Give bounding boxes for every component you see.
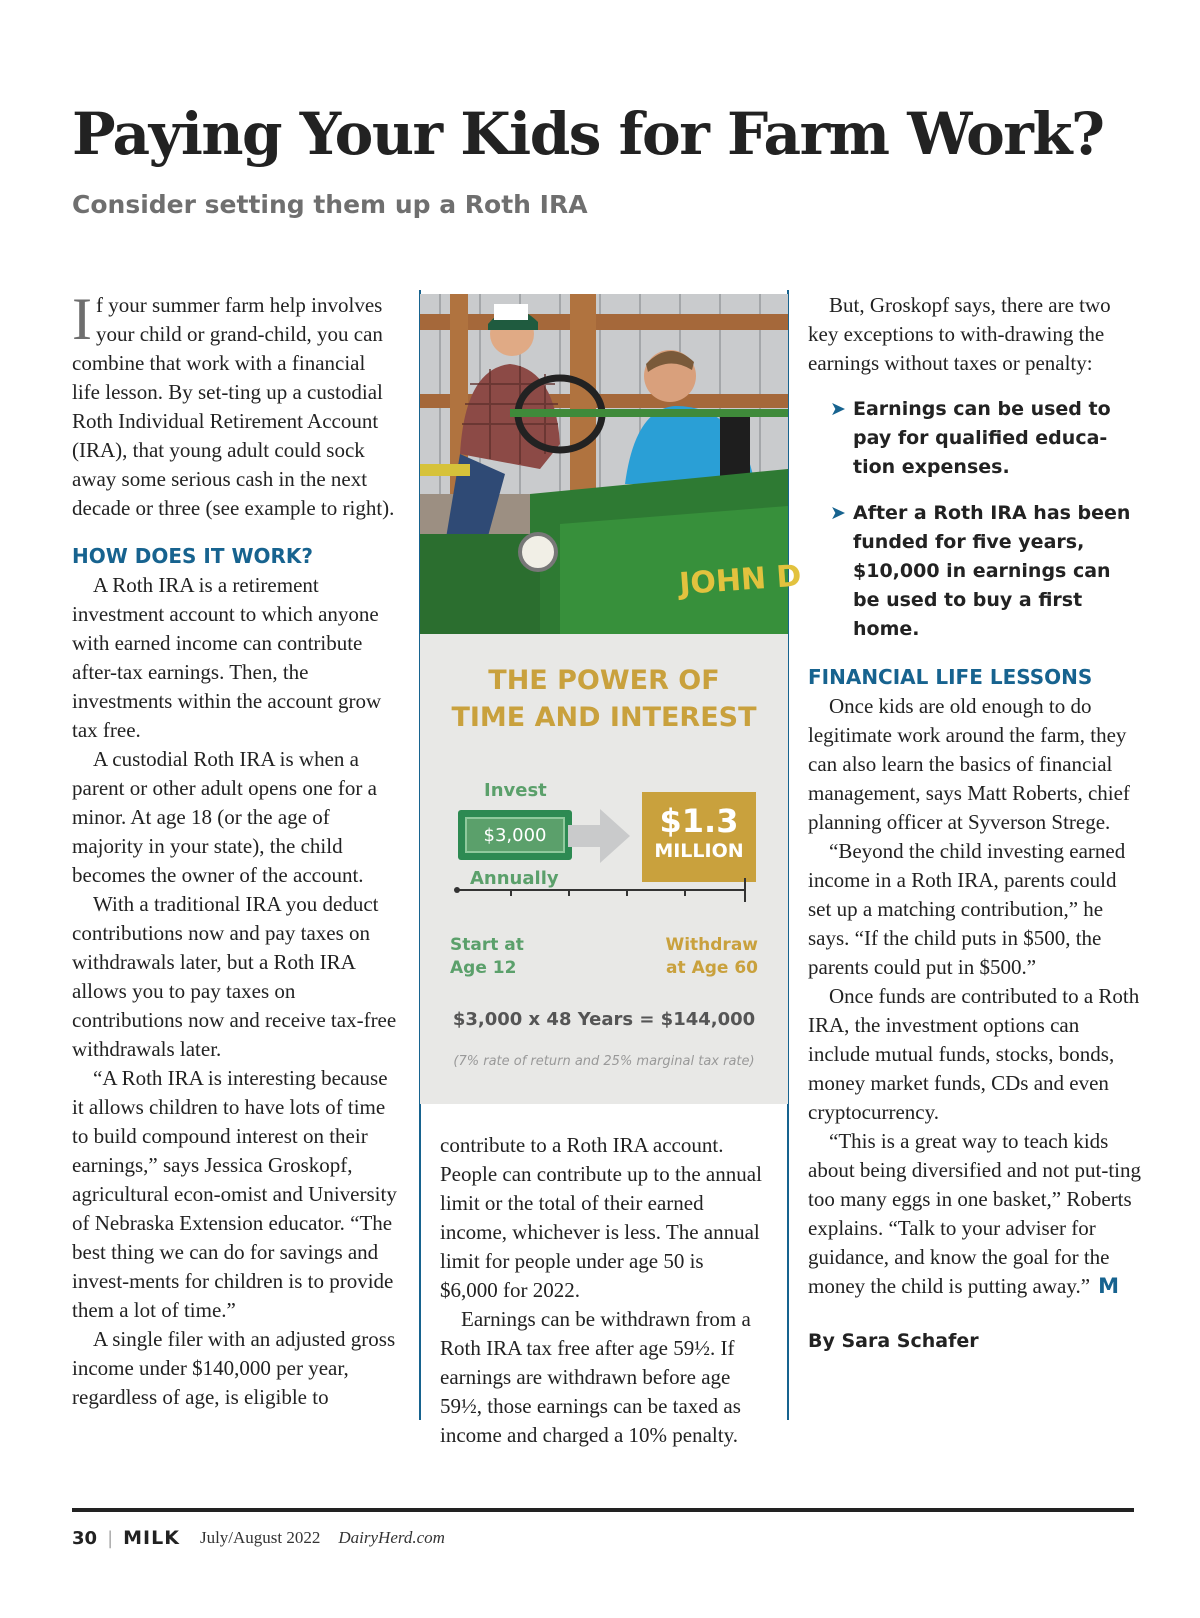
equation-text: $3,000 x 48 Years = $144,000 xyxy=(452,1009,756,1030)
infographic-title xyxy=(420,662,788,736)
end-mark-logo: M xyxy=(1098,1274,1119,1298)
list-item xyxy=(808,395,1143,482)
footer-separator: | xyxy=(107,1527,114,1549)
withdraw-line1: Withdraw xyxy=(665,935,758,955)
arrow-right-icon xyxy=(568,809,634,863)
result-amount: $1.3 xyxy=(659,802,739,840)
invest-label: Invest xyxy=(484,780,547,801)
chevron-right-icon: ➤ xyxy=(830,398,846,420)
heading-how-does-it-work: HOW DOES IT WORK? xyxy=(72,544,314,568)
paragraph xyxy=(808,1127,1143,1301)
drop-cap: I xyxy=(72,286,92,352)
paragraph: contribute to a Roth IRA account. People can contribute up to the annual limit or the total of their earned income, whichever is less. The annual limit for people under age 50 is $6,000 for 2022. xyxy=(440,1133,762,1302)
paragraph: “Beyond the child investing earned income in a Roth IRA, parents could set up a matching contribution,” he says. “If the child puts in $500, the parents could put in $500.” xyxy=(808,839,1126,979)
column-right xyxy=(808,291,1143,1356)
bullet-text: Earnings can be used to pay for qualified educa-tion expenses. xyxy=(853,398,1111,478)
result-box xyxy=(642,792,756,882)
infographic-title-line1: THE POWER OF xyxy=(488,665,720,696)
chevron-right-icon: ➤ xyxy=(830,502,846,524)
list-item xyxy=(808,499,1143,644)
tractor-brand-text: JOHN D xyxy=(678,558,803,602)
start-age-label xyxy=(450,934,524,980)
byline: By Sara Schafer xyxy=(808,1330,979,1352)
heading-financial-life-lessons: FINANCIAL LIFE LESSONS xyxy=(808,665,1093,689)
money-bill-icon xyxy=(458,810,572,860)
tractor-photo-illustration xyxy=(420,294,803,634)
result-unit: MILLION xyxy=(654,840,744,862)
issue-date: July/August 2022 xyxy=(199,1528,321,1547)
start-line1: Start at xyxy=(450,935,524,955)
page-footer xyxy=(72,1527,445,1549)
withdraw-line2: at Age 60 xyxy=(666,958,758,978)
page-number: 30 xyxy=(72,1527,98,1549)
column-left xyxy=(72,286,397,1412)
exceptions-list xyxy=(808,395,1143,644)
start-line2: Age 12 xyxy=(450,958,517,978)
paragraph: Earnings can be withdrawn from a Roth IRA tax free after age 59½. If earnings are withdrawn before age 59½, those earnings can be taxed as income and charged a 10% penalty. xyxy=(440,1307,751,1447)
infographic-title-line2: TIME AND INTEREST xyxy=(451,702,757,733)
website-link[interactable]: DairyHerd.com xyxy=(338,1528,445,1547)
article-title: Paying Your Kids for Farm Work? xyxy=(72,100,1104,168)
closing-text: “This is a great way to teach kids about being diversified and not put-ting too many eggs in one basket,” Roberts explains. “Talk to your adviser for guidance, and know the goal for the money the child is putting away.” xyxy=(808,1129,1142,1298)
column-middle xyxy=(440,1131,765,1450)
farm-photo xyxy=(420,294,803,634)
rate-note: (7% rate of return and 25% marginal tax rate) xyxy=(453,1054,755,1069)
intro-paragraph xyxy=(72,286,397,523)
bullet-text: After a Roth IRA has been funded for five years, $10,000 in earnings can be used to buy a first home. xyxy=(853,502,1131,640)
paragraph: But, Groskopf says, there are two key exceptions to with-drawing the earnings without taxes or penalty: xyxy=(808,293,1111,375)
paragraph: A Roth IRA is a retirement investment account to which anyone with earned income can contribute after-tax earnings. Then, the investments within the account grow tax free. xyxy=(72,573,382,742)
paragraph: Once funds are contributed to a Roth IRA, the investment options can include mutual funds, stocks, bonds, money market funds, CDs and even cryptocurrency. xyxy=(808,984,1140,1124)
paragraph: “A Roth IRA is interesting because it allows children to have lots of time to build compound interest on their earnings,” says Jessica Groskopf, agricultural econ-omist and University of Nebraska Extension educator. “The best thing we can do for savings and invest-ments for children is to provide them a lot of time.” xyxy=(72,1066,397,1322)
paragraph: A single filer with an adjusted gross income under $140,000 per year, regardless of age, is eligible to xyxy=(72,1327,396,1409)
paragraph: Once kids are old enough to do legitimate work around the farm, they can also learn the basics of financial management, says Matt Roberts, chief planning officer at Syverson Strege. xyxy=(808,694,1130,834)
withdraw-age-label xyxy=(665,934,758,980)
invest-amount: $3,000 xyxy=(463,815,567,855)
footer-rule xyxy=(72,1508,1134,1512)
paragraph: With a traditional IRA you deduct contributions now and pay taxes on withdrawals later, but a Roth IRA allows you to pay taxes on contributions now and receive tax-free withdrawals later. xyxy=(72,892,397,1061)
timeline-line xyxy=(453,884,753,914)
intro-text: f your summer farm help involves your child or grand-child, you can combine that work with a financial life lesson. By set-ting up a custodial Roth Individual Retirement Account (IRA), that young adult could sock away some serious cash in the next decade or three (see example to right). xyxy=(72,293,395,520)
magazine-logo: MILK xyxy=(123,1527,180,1549)
annually-label: Annually xyxy=(470,868,559,889)
article-subtitle: Consider setting them up a Roth IRA xyxy=(72,190,588,219)
infographic-panel xyxy=(420,634,788,1104)
paragraph: A custodial Roth IRA is when a parent or other adult opens one for a minor. At age 18 (or the age of majority in your state), the child becomes the owner of the account. xyxy=(72,747,377,887)
